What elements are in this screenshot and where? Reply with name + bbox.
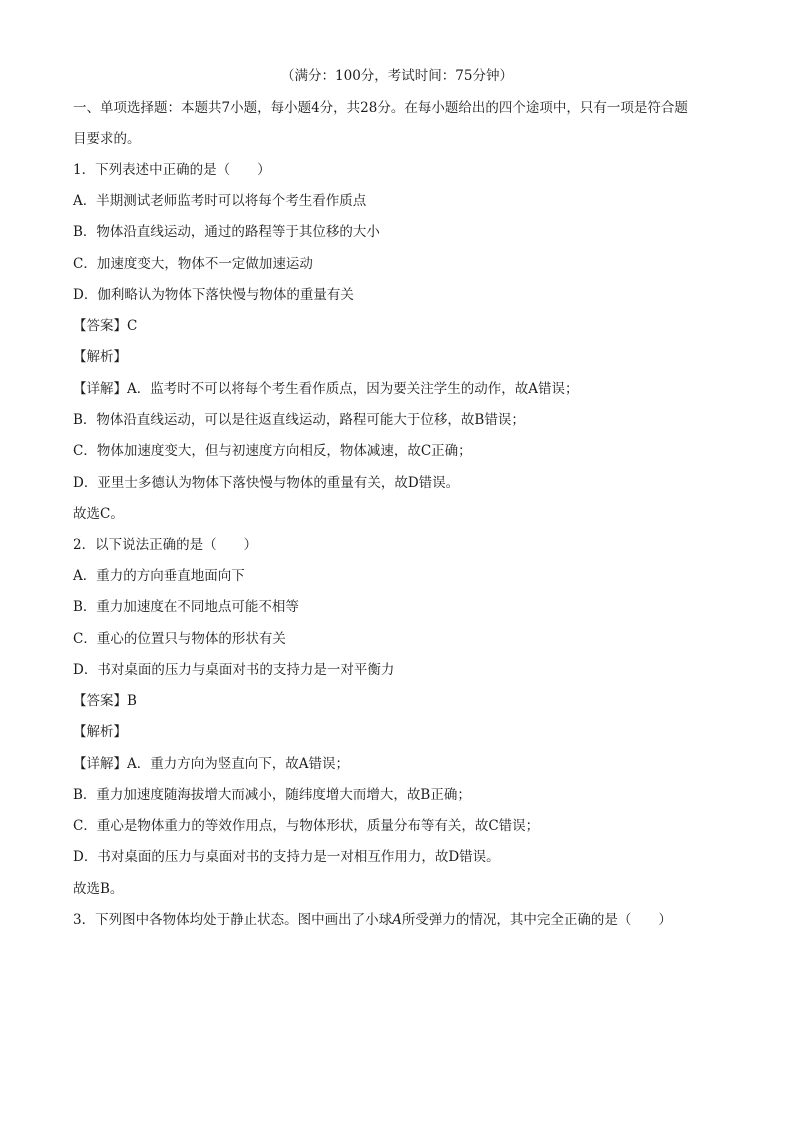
q2-option-a: A．重力的方向垂直地面向下	[73, 568, 245, 584]
q3-stem	[73, 911, 672, 929]
q1-explanation-a: 【详解】A．监考时不可以将每个考生看作质点，因为要关注学生的动作，故A错误；	[73, 381, 579, 397]
q2-option-b: B．重力加速度在不同地点可能不相等	[73, 599, 299, 615]
q2-option-c: C．重心的位置只与物体的形状有关	[73, 631, 286, 647]
q1-option-c: C．加速度变大，物体不一定做加速运动	[73, 256, 313, 272]
q2-conclusion: 故选B。	[73, 881, 124, 897]
section-title-line2: 目要求的。	[73, 131, 141, 147]
q1-analysis-label: 【解析】	[73, 349, 127, 365]
q2-option-d: D．书对桌面的压力与桌面对书的支持力是一对平衡力	[73, 662, 395, 678]
q1-stem: 1．下列表述中正确的是（ ）	[73, 162, 271, 178]
q2-explanation-d: D．书对桌面的压力与桌面对书的支持力是一对相互作用力，故D错误。	[73, 849, 500, 865]
q1-option-b: B．物体沿直线运动，通过的路程等于其位移的大小	[73, 224, 380, 240]
q1-explanation-c: C．物体加速度变大，但与初速度方向相反，物体减速，故C正确；	[73, 443, 472, 459]
q1-option-a: A．半期测试老师监考时可以将每个考生看作质点	[73, 193, 367, 209]
q3-stem-part2: 所受弹力的情况，其中完全正确的是（ ）	[401, 912, 672, 928]
q2-explanation-b: B．重力加速度随海拔增大而减小，随纬度增大而增大，故B正确；	[73, 787, 471, 803]
q2-explanation-a: 【详解】A．重力方向为竖直向下，故A错误；	[73, 756, 349, 772]
q1-option-d: D．伽利略认为物体下落快慢与物体的重量有关	[73, 287, 354, 303]
q2-explanation-c: C．重心是物体重力的等效作用点，与物体形状，质量分布等有关，故C错误；	[73, 818, 540, 834]
q1-explanation-d: D．亚里士多德认为物体下落快慢与物体的重量有关，故D错误。	[73, 475, 460, 491]
q3-stem-part1: 3．下列图中各物体均处于静止状态。图中画出了小球	[73, 912, 393, 928]
exam-header: （满分：100分，考试时间：75分钟）	[281, 68, 513, 84]
q2-answer: 【答案】B	[73, 693, 137, 709]
q1-answer: 【答案】C	[73, 318, 138, 334]
q1-conclusion: 故选C。	[73, 506, 124, 522]
q1-explanation-b: B．物体沿直线运动，可以是往返直线运动，路程可能大于位移，故B错误；	[73, 412, 525, 428]
section-title-line1: 一、单项选择题：本题共7小题，每小题4分，共28分。在每小题给出的四个途项中，只有一项是符合题	[73, 100, 688, 116]
q3-stem-italic: A	[392, 912, 402, 928]
q2-analysis-label: 【解析】	[73, 724, 127, 740]
q2-stem: 2．以下说法正确的是（ ）	[73, 537, 258, 553]
